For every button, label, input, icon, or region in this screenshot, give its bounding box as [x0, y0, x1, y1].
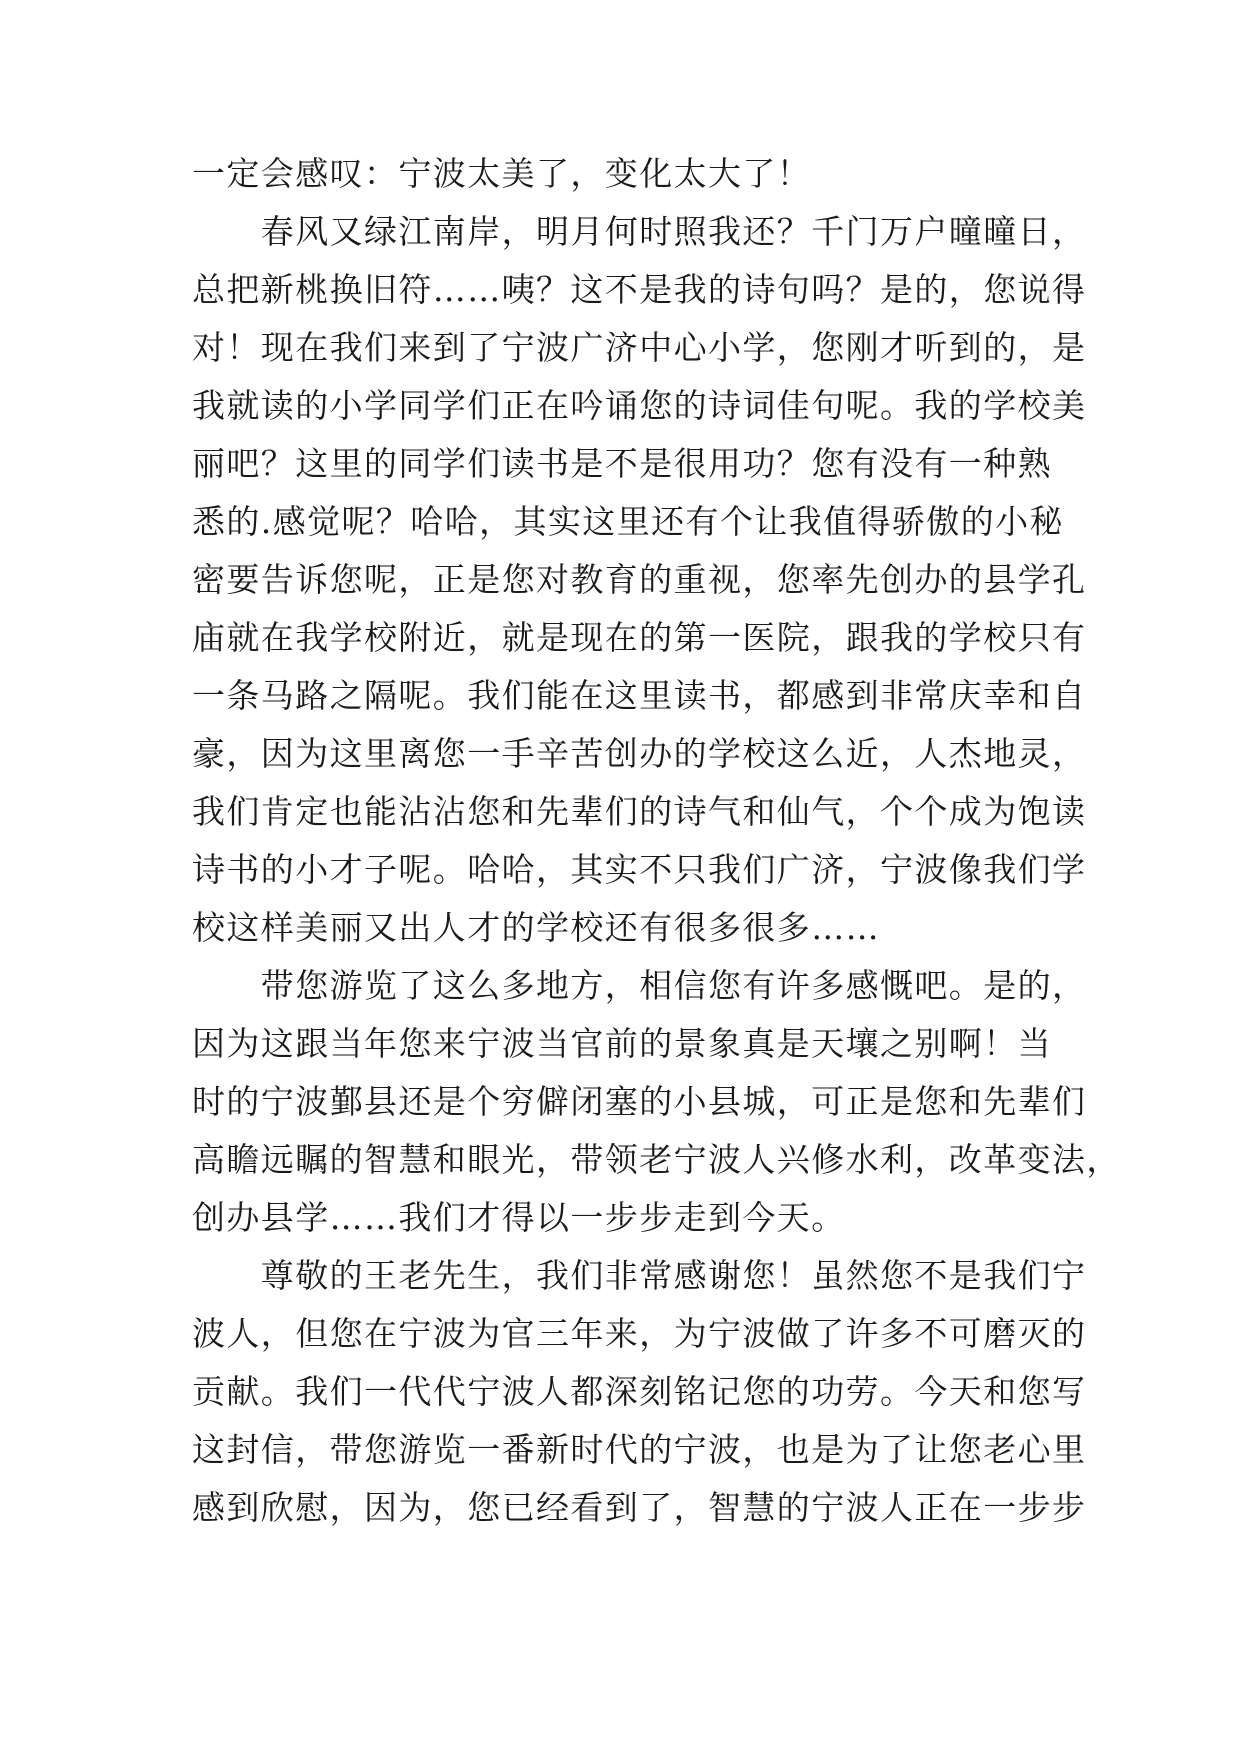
text-line: 庙就在我学校附近，就是现在的第一医院，跟我的学校只有 [192, 618, 1087, 657]
text-line: 密要告诉您呢，正是您对教育的重视，您率先创办的县学孔 [192, 560, 1087, 599]
text-line: 总把新桃换旧符……咦？这不是我的诗句吗？是的，您说得 [192, 270, 1087, 309]
document-page [192, 145, 1121, 1537]
text-line: 我们肯定也能沾沾您和先辈们的诗气和仙气，个个成为饱读 [192, 792, 1087, 831]
text-line: 春风又绿江南岸，明月何时照我还？千门万户曈曈日， [192, 212, 1087, 251]
text-line: 校这样美丽又出人才的学校还有很多很多…… [192, 908, 880, 947]
text-line: 我就读的小学同学们正在吟诵您的诗词佳句呢。我的学校美 [192, 386, 1087, 425]
text-line: 一条马路之隔呢。我们能在这里读书，都感到非常庆幸和自 [192, 676, 1087, 715]
text-line: 高瞻远瞩的智慧和眼光，带领老宁波人兴修水利，改革变法， [192, 1140, 1121, 1179]
paragraph-2 [192, 203, 1087, 957]
text-line: 因为这跟当年您来宁波当官前的景象真是天壤之别啊！当 [192, 1024, 1052, 1063]
text-line: 创办县学……我们才得以一步步走到今天。 [192, 1198, 846, 1237]
text-line: 贡献。我们一代代宁波人都深刻铭记您的功劳。今天和您写 [192, 1372, 1087, 1411]
text-line: 这封信，带您游览一番新时代的宁波，也是为了让您老心里 [192, 1430, 1087, 1469]
paragraph-4 [192, 1247, 1087, 1537]
text-line: 波人，但您在宁波为官三年来，为宁波做了许多不可磨灭的 [192, 1314, 1087, 1353]
text-line: 豪，因为这里离您一手辛苦创办的学校这么近，人杰地灵， [192, 734, 1087, 773]
text-line: 一定会感叹：宁波太美了，变化太大了！ [192, 154, 812, 193]
text-line: 尊敬的王老先生，我们非常感谢您！虽然您不是我们宁 [192, 1256, 1087, 1295]
text-line: 对！现在我们来到了宁波广济中心小学，您刚才听到的，是 [192, 328, 1087, 367]
text-line: 感到欣慰，因为，您已经看到了，智慧的宁波人正在一步步 [192, 1488, 1087, 1527]
text-line: 带您游览了这么多地方，相信您有许多感慨吧。是的， [192, 966, 1087, 1005]
text-line: 丽吧？这里的同学们读书是不是很用功？您有没有一种熟 [192, 444, 1052, 483]
paragraph-1 [192, 145, 1064, 203]
paragraph-3 [192, 957, 1121, 1247]
text-line: 悉的.感觉呢？哈哈，其实这里还有个让我值得骄傲的小秘 [192, 502, 1064, 541]
text-line: 诗书的小才子呢。哈哈，其实不只我们广济，宁波像我们学 [192, 850, 1087, 889]
text-line: 时的宁波鄞县还是个穷僻闭塞的小县城，可正是您和先辈们 [192, 1082, 1087, 1121]
